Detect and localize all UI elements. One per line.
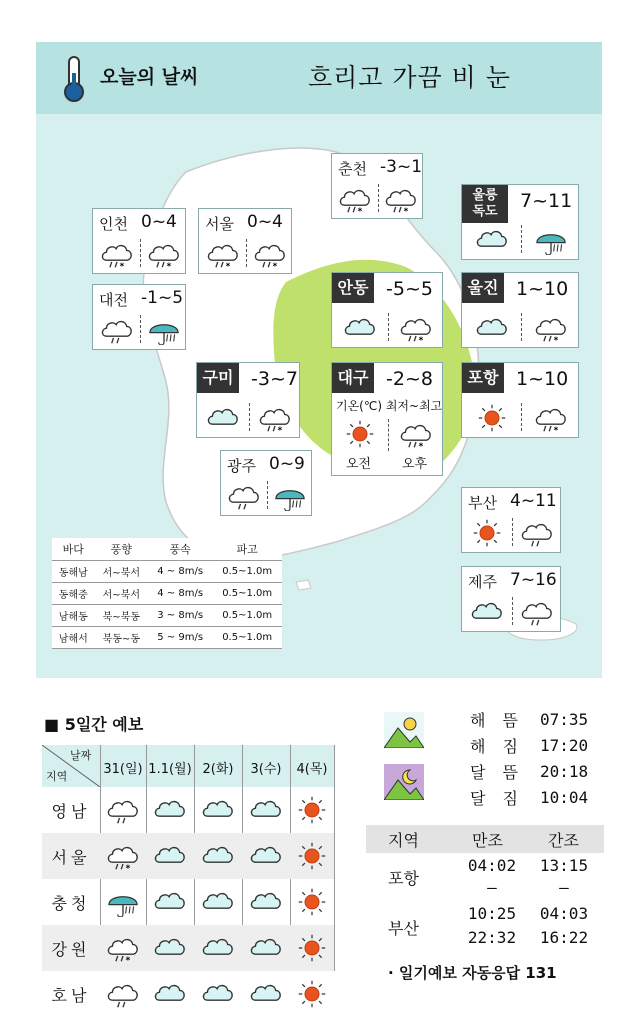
forecast-day-header: 1.1(월) — [148, 762, 192, 777]
city-temp: -3~1 — [380, 157, 423, 177]
sea-header-wind-dir: 풍향 — [95, 538, 148, 561]
tide-value: – — [559, 878, 569, 897]
tide-value: 22:32 — [467, 928, 517, 947]
sun-icon — [294, 979, 330, 1009]
snow-icon — [146, 239, 182, 269]
table-row — [42, 971, 334, 1017]
city-temp: 1~10 — [516, 368, 569, 390]
sea-header-wind-speed: 풍속 — [148, 538, 212, 561]
cloud-icon — [200, 887, 236, 917]
svg-text:*: * — [125, 864, 131, 871]
table-row — [52, 605, 282, 627]
forecast-region: 호남 — [51, 986, 91, 1005]
cloud-icon — [205, 403, 241, 433]
city-temp: 1~10 — [516, 278, 569, 300]
cloud-icon — [248, 933, 284, 963]
card-divider — [512, 518, 513, 546]
cloud-icon — [200, 979, 236, 1009]
city-name: 구미 — [197, 363, 239, 393]
sea-cell: 5 ~ 9m/s — [148, 627, 212, 649]
forecast-day-header: 4(목) — [296, 762, 328, 777]
sea-cell: 0.5~1.0m — [212, 627, 282, 649]
tide-value: 16:22 — [539, 928, 589, 947]
forecast-title: ■ 5일간 예보 — [44, 715, 144, 734]
sunrise-time: 07:35 — [540, 710, 589, 729]
city-temp: -3~7 — [251, 368, 298, 390]
heavy-rain-icon — [105, 887, 141, 917]
sea-cell: 서~북서 — [95, 561, 148, 583]
svg-text:*: * — [166, 262, 171, 269]
sunset-label: 해 짐 — [470, 737, 524, 756]
moonrise-icon — [384, 764, 424, 800]
city-name: 울릉 독도 — [462, 185, 508, 223]
legend-pm: 오후 — [402, 457, 428, 472]
legend-am: 오전 — [346, 457, 372, 472]
cloud-icon — [200, 933, 236, 963]
snow-icon — [257, 403, 293, 433]
forecast-region: 영남 — [51, 802, 91, 821]
corner-date-label: 날짜 — [70, 749, 92, 762]
sun-icon — [294, 841, 330, 871]
rain-icon — [105, 795, 141, 825]
thermometer-icon — [60, 55, 88, 103]
rain-icon — [519, 518, 555, 548]
snow-icon — [533, 403, 569, 433]
grid-line — [334, 745, 335, 971]
city-name: 춘천 — [338, 160, 367, 178]
city-temp: 7~11 — [520, 190, 573, 212]
svg-text:*: * — [225, 262, 230, 269]
cloud-icon — [200, 841, 236, 871]
city-name: 안동 — [332, 273, 374, 303]
city-name: 부산 — [468, 494, 497, 512]
forecast-day-header: 2(화) — [202, 762, 234, 777]
svg-text:*: * — [125, 956, 131, 963]
city-card-11 — [461, 487, 561, 553]
cloud-icon — [248, 841, 284, 871]
snow-icon — [383, 184, 419, 214]
card-divider — [140, 315, 141, 343]
cloud-icon — [152, 841, 188, 871]
page-title: 오늘의 날씨 — [100, 66, 199, 88]
svg-text:*: * — [272, 262, 277, 269]
table-row — [42, 879, 334, 925]
snow-icon — [398, 419, 434, 449]
svg-text:*: * — [418, 442, 424, 449]
svg-text:*: * — [119, 262, 124, 269]
sea-cell: 4 ~ 8m/s — [148, 561, 212, 583]
sea-cell: 서~북서 — [95, 583, 148, 605]
legend-caption: 기온(℃) 최저~최고 — [336, 399, 443, 413]
city-name: 대전 — [99, 291, 128, 309]
rain-icon — [519, 597, 555, 627]
table-row — [52, 583, 282, 605]
table-row — [52, 561, 282, 583]
cloud-icon — [474, 313, 510, 343]
snow-icon — [533, 313, 569, 343]
city-name: 포항 — [462, 363, 504, 393]
sea-cell: 0.5~1.0m — [212, 605, 282, 627]
sea-table — [52, 538, 282, 649]
sea-cell: 동해남 — [52, 561, 95, 583]
city-temp: 4~11 — [510, 491, 557, 511]
tide-header-high: 만조 — [472, 831, 503, 850]
cloud-icon — [152, 979, 188, 1009]
city-temp: 0~4 — [247, 212, 283, 232]
tide-header-region: 지역 — [388, 831, 419, 850]
rain-icon — [226, 481, 262, 511]
sea-cell: 3 ~ 8m/s — [148, 605, 212, 627]
card-divider — [140, 239, 141, 267]
rain-icon — [99, 315, 135, 345]
table-row — [52, 627, 282, 649]
city-card-7 — [196, 362, 300, 438]
card-divider — [521, 313, 522, 341]
card-divider — [246, 239, 247, 267]
svg-text:*: * — [418, 336, 424, 343]
sun-icon — [294, 887, 330, 917]
sea-cell: 동해중 — [52, 583, 95, 605]
city-name: 서울 — [205, 215, 234, 233]
sea-cell: 4 ~ 8m/s — [148, 583, 212, 605]
city-name: 울진 — [462, 273, 504, 303]
cloud-icon — [152, 795, 188, 825]
svg-text:*: * — [553, 426, 558, 433]
tide-header-low: 간조 — [548, 831, 579, 850]
city-card-2 — [198, 208, 292, 274]
city-temp: 0~9 — [269, 454, 305, 474]
city-card-10 — [220, 450, 312, 516]
city-card-6 — [461, 272, 579, 348]
sea-cell: 0.5~1.0m — [212, 583, 282, 605]
sun-icon — [342, 419, 378, 449]
table-row — [42, 833, 334, 879]
forecast-region: 충청 — [51, 894, 91, 913]
city-name: 대구 — [332, 363, 374, 393]
city-temp: -1~5 — [141, 288, 184, 308]
sea-cell: 북동~동 — [95, 627, 148, 649]
moonrise-label: 달 뜸 — [470, 763, 524, 782]
card-divider — [388, 419, 389, 451]
sunset-time: 17:20 — [540, 736, 589, 755]
snow-icon — [99, 239, 135, 269]
rain-icon — [105, 979, 141, 1009]
city-card-3 — [92, 284, 186, 350]
city-card-5 — [331, 272, 443, 348]
tide-value: 13:15 — [539, 856, 589, 875]
snow-icon — [105, 841, 141, 871]
forecast-day-header: 31(일) — [103, 762, 143, 777]
forecast-region: 강원 — [51, 940, 91, 959]
heavy-rain-icon — [146, 315, 182, 345]
moonrise-time: 20:18 — [540, 762, 589, 781]
tide-value: 04:02 — [467, 856, 517, 875]
table-row — [42, 787, 334, 833]
snow-icon — [337, 184, 373, 214]
card-divider — [378, 184, 379, 212]
heavy-rain-icon — [533, 225, 569, 255]
sea-header-wave: 파고 — [212, 538, 282, 561]
cloud-icon — [200, 795, 236, 825]
tide-region-busan: 부산 — [388, 919, 419, 938]
tide-value: – — [487, 878, 497, 897]
city-temp: 0~4 — [141, 212, 177, 232]
sun-icon — [469, 518, 505, 548]
card-divider — [512, 597, 513, 625]
sun-icon — [294, 933, 330, 963]
tide-value: 10:25 — [467, 904, 517, 923]
table-row — [42, 925, 334, 971]
city-name: 광주 — [227, 457, 256, 475]
city-card-4 — [461, 184, 579, 260]
moonset-label: 달 짐 — [470, 789, 524, 808]
sea-cell: 북~북동 — [95, 605, 148, 627]
cloud-icon — [248, 979, 284, 1009]
sea-header-sea: 바다 — [52, 538, 95, 561]
cloud-icon — [152, 933, 188, 963]
cloud-icon — [248, 795, 284, 825]
sea-cell: 0.5~1.0m — [212, 561, 282, 583]
corner-region-label: 지역 — [46, 770, 68, 783]
card-divider — [521, 225, 522, 253]
sea-cell: 남해동 — [52, 605, 95, 627]
snow-icon — [252, 239, 288, 269]
snow-icon — [105, 933, 141, 963]
footer-hotline: · 일기예보 자동응답 131 — [388, 964, 557, 982]
card-divider — [521, 403, 522, 431]
svg-text:*: * — [357, 207, 363, 214]
city-card-12 — [461, 566, 561, 632]
sunrise-label: 해 뜸 — [470, 711, 524, 730]
city-name: 제주 — [468, 573, 497, 591]
forecast-region: 서울 — [51, 848, 91, 867]
cloud-icon — [469, 597, 505, 627]
city-card-0 — [331, 153, 423, 219]
sun-icon — [474, 403, 510, 433]
city-temp: 7~16 — [510, 570, 557, 590]
sea-cell: 남해서 — [52, 627, 95, 649]
city-temp: -2~8 — [386, 368, 433, 390]
weather-summary: 흐리고 가끔 비 눈 — [308, 63, 511, 92]
snow-icon — [398, 313, 434, 343]
card-divider — [249, 403, 250, 431]
city-card-9 — [461, 362, 579, 438]
svg-text:*: * — [553, 336, 558, 343]
cloud-icon — [474, 225, 510, 255]
card-divider — [388, 313, 389, 341]
city-name: 인천 — [99, 215, 128, 233]
forecast-day-header: 3(수) — [250, 762, 282, 777]
heavy-rain-icon — [272, 481, 308, 511]
card-divider — [267, 481, 268, 509]
tide-value: 04:03 — [539, 904, 589, 923]
svg-text:*: * — [403, 207, 409, 214]
cloud-icon — [152, 887, 188, 917]
tide-region-pohang: 포항 — [388, 869, 419, 888]
cloud-icon — [342, 313, 378, 343]
moonset-time: 10:04 — [540, 788, 589, 807]
sunrise-icon — [384, 712, 424, 748]
city-card-8 — [331, 362, 443, 476]
svg-text:*: * — [277, 426, 283, 433]
snow-icon — [205, 239, 241, 269]
cloud-icon — [248, 887, 284, 917]
city-temp: -5~5 — [386, 278, 433, 300]
city-card-1 — [92, 208, 186, 274]
sun-icon — [294, 795, 330, 825]
